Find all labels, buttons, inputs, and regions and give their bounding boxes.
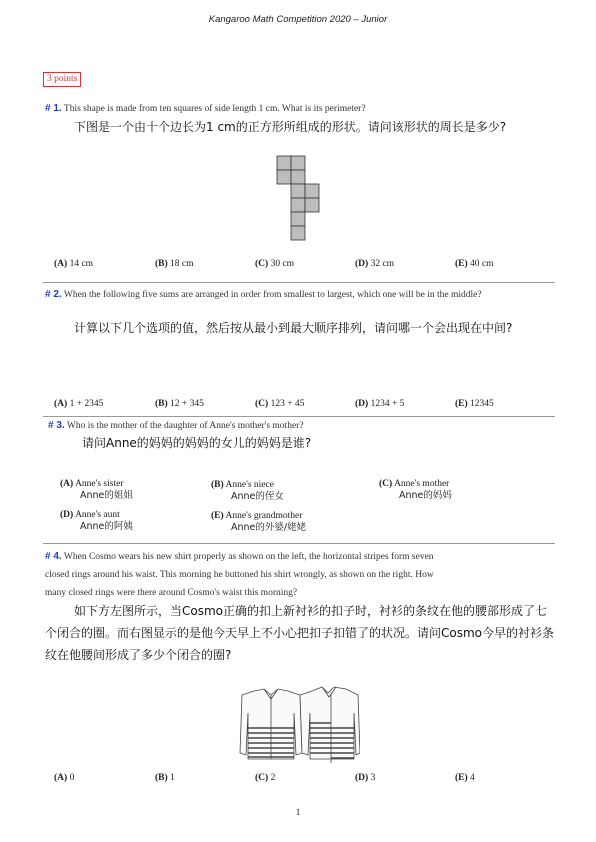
option-text: 32 cm: [370, 259, 395, 269]
q2-option-e[interactable]: [455, 399, 494, 409]
option-letter: (D): [355, 259, 369, 269]
q3-prompt-zh: 请问Anne的妈妈的妈妈的女儿的妈妈是谁?: [82, 436, 312, 450]
q4-option-e[interactable]: [455, 773, 475, 783]
option-text: 18 cm: [170, 259, 194, 269]
option-text-zh: Anne的姐姐: [80, 490, 133, 501]
points-badge: 3 points: [43, 72, 81, 87]
q2-option-a[interactable]: [54, 399, 103, 409]
q2-text-en: [45, 287, 555, 303]
q4-shirts-figure: [236, 683, 360, 765]
q1-option-b[interactable]: [155, 259, 194, 269]
option-text: 3: [370, 773, 376, 783]
option-letter: (B): [211, 480, 224, 490]
option-text: 1234 + 5: [370, 399, 405, 409]
q1-text-en: [45, 101, 555, 117]
q2-number: # 2.: [45, 289, 62, 300]
q1-number: # 1.: [45, 103, 62, 114]
option-text: Anne's niece: [225, 480, 274, 490]
q2-prompt-zh: 计算以下几个选项的值，然后按从最小到最大顺序排列，请问哪一个会出现在中间?: [74, 321, 513, 335]
option-letter: (A): [54, 259, 68, 269]
option-text: Anne's aunt: [75, 510, 120, 520]
option-letter: (E): [455, 773, 468, 783]
q4-text-en: [45, 549, 557, 601]
option-text: 1 + 2345: [69, 399, 104, 409]
q2-prompt-en: When the following five sums are arranged in order from smallest to largest, which one will be in the middle?: [63, 290, 482, 300]
option-letter: (C): [255, 259, 269, 269]
option-letter: (A): [60, 479, 74, 489]
q4-option-c[interactable]: [255, 773, 275, 783]
q1-option-d[interactable]: [355, 259, 394, 269]
q1-option-c[interactable]: [255, 259, 294, 269]
q1-option-a[interactable]: [54, 259, 93, 269]
q4-option-a[interactable]: [54, 773, 74, 783]
option-letter: (E): [211, 511, 224, 521]
option-text: 30 cm: [270, 259, 295, 269]
q4-prompt-en-line2: closed rings around his waist. This morning he buttoned his shirt wrongly, as shown on the right. How: [45, 570, 434, 580]
divider: [43, 282, 555, 283]
option-text: 12345: [470, 399, 494, 409]
option-text: 0: [69, 773, 75, 783]
option-letter: (C): [255, 773, 269, 783]
option-letter: (B): [155, 773, 168, 783]
q4-text-zh: [45, 600, 565, 666]
page-header: Kangaroo Math Competition 2020 – Junior: [208, 14, 388, 25]
q2-option-d[interactable]: [355, 399, 404, 409]
divider: [43, 543, 555, 544]
option-text-zh: Anne的外婆/姥姥: [231, 522, 307, 533]
q2-option-b[interactable]: [155, 399, 204, 409]
q3-number: # 3.: [48, 420, 65, 431]
option-letter: (B): [155, 399, 168, 409]
page-number: 1: [295, 808, 301, 818]
option-letter: (E): [455, 259, 468, 269]
q3-option-d[interactable]: [60, 510, 133, 533]
option-text: Anne's mother: [394, 479, 450, 489]
option-text: 4: [470, 773, 475, 783]
q1-option-e[interactable]: [455, 259, 494, 269]
q1-prompt-zh: 下图是一个由十个边长为1 cm的正方形所组成的形状。请问该形状的周长是多少?: [74, 120, 507, 134]
option-text: 40 cm: [470, 259, 494, 269]
option-text: 14 cm: [69, 259, 94, 269]
q4-prompt-zh-line2: 个闭合的圈。而右图显示的是他今天早上不小心把扣子扣错了的状况。请问Cosmo今早的衬衫条: [45, 626, 555, 640]
divider: [43, 416, 555, 417]
q3-option-c[interactable]: [379, 479, 452, 502]
q1-prompt-en: This shape is made from ten squares of side length 1 cm. What is its perimeter?: [63, 104, 366, 114]
q4-prompt-zh-line1: 如下方左图所示，当Cosmo正确的扣上新衬衫的扣子时，衬衫的条纹在他的腰部形成了七: [74, 604, 548, 618]
option-letter: (D): [355, 773, 369, 783]
option-letter: (D): [60, 510, 74, 520]
option-text: 2: [270, 773, 276, 783]
q3-option-b[interactable]: [211, 480, 284, 503]
option-text: 1: [170, 773, 175, 783]
option-letter: (E): [455, 399, 468, 409]
option-letter: (A): [54, 399, 68, 409]
option-text: 12 + 345: [170, 399, 204, 409]
option-text: Anne's sister: [75, 479, 124, 489]
option-text-zh: Anne的阿姨: [80, 521, 133, 532]
option-text: Anne's grandmother: [225, 511, 303, 521]
q4-prompt-zh-line3: 纹在他腰间形成了多少个闭合的圈?: [45, 648, 232, 662]
option-letter: (A): [54, 773, 68, 783]
q1-square-shape: [276, 155, 322, 243]
option-letter: (B): [155, 259, 168, 269]
q3-prompt-en: Who is the mother of the daughter of Anne's mother's mother?: [66, 421, 304, 431]
q4-prompt-en-line1: When Cosmo wears his new shirt properly as shown on the left, the horizontal stripes form seven: [63, 552, 434, 562]
q4-number: # 4.: [45, 551, 62, 562]
option-text: 123 + 45: [270, 399, 305, 409]
q3-option-e[interactable]: [211, 511, 306, 534]
option-letter: (C): [255, 399, 269, 409]
q2-option-c[interactable]: [255, 399, 304, 409]
q3-option-a[interactable]: [60, 479, 133, 502]
q4-option-d[interactable]: [355, 773, 375, 783]
option-text-zh: Anne的侄女: [231, 491, 284, 502]
option-letter: (C): [379, 479, 393, 489]
option-text-zh: Anne的妈妈: [399, 490, 452, 501]
option-letter: (D): [355, 399, 369, 409]
q4-option-b[interactable]: [155, 773, 175, 783]
q4-prompt-en-line3: many closed rings were there around Cosmo's waist this morning?: [45, 588, 298, 598]
